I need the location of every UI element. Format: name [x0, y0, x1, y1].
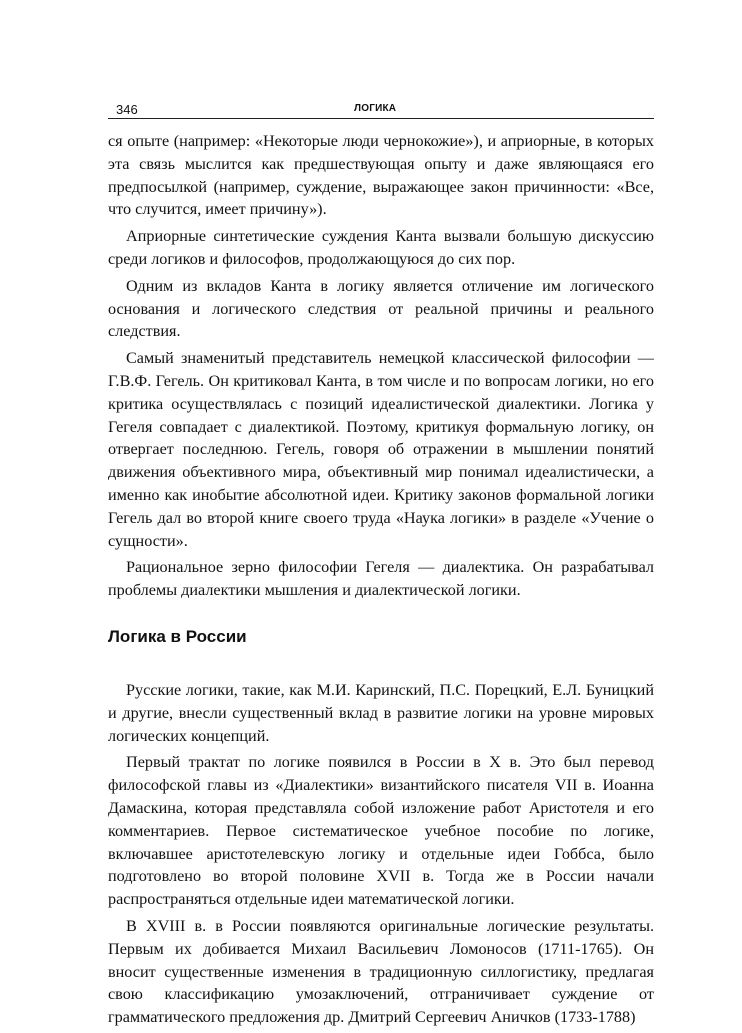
paragraph: Русские логики, такие, как М.И. Каринский, П.С. Порецкий, Е.Л. Буницкий и другие, внесли существенный вклад в развитие логики на уровне мировых логических концепций.: [108, 680, 654, 745]
paragraph: Самый знаменитый представитель немецкой классической философии — Г.В.Ф. Гегель. Он критиковал Канта, в том числе и по вопросам логики, но его критика осуществлялась с позиций идеалистической диалектики. Логика у Гегеля совпадает с диалектикой. Поэтому, критикуя формальную логику, он отвергает последнюю. Гегель, говоря об отражении в мышлении понятий движения объективного мира, объективный мир понимал идеалистически, а именно как инобытие абсолютной идеи. Критику законов формальной логики Гегель дал во второй книге своего труда «Наука логики» в разделе «Учение о сущности».: [108, 349, 654, 550]
paragraph: Рациональное зерно философии Гегеля — диалектика. Он разрабатывал проблемы диалектики мышления и диалектической логики.: [108, 558, 654, 600]
page-number: 346: [116, 102, 138, 117]
paragraph: ся опыте (например: «Некоторые люди чернокожие»), и априорные, в которых эта связь мыслится как предшествующая опыту и даже являющаяся его предпосылкой (например, суждение, выражающее закон причинности: «Все, что случится, имеет причину»).: [108, 132, 654, 219]
paragraph: Априорные синтетические суждения Канта вызвали большую дискуссию среди логиков и философов, продолжающуюся до сих пор.: [108, 227, 654, 268]
paragraph: Первый трактат по логике появился в России в X в. Это был перевод философской главы из «Диалектики» византийского писателя VII в. Иоанна Дамаскина, которая представляла собой изложение работ Аристотеля и его комментариев. Первое систематическое учебное пособие по логике, включавшее аристотелевскую логику и отдельные идеи Гоббса, было подготовлено во второй половине XVII в. Тогда же в России начали распространяться отдельные идеи математической логики.: [108, 753, 654, 909]
page-header: [108, 100, 654, 119]
paragraph: Одним из вкладов Канта в логику является отличение им логического основания и логического следствия от реальной причины и реального следствия.: [108, 276, 654, 341]
section-heading: Логика в России: [108, 626, 247, 646]
running-title: ЛОГИКА: [354, 103, 397, 114]
body-text: [108, 130, 654, 1029]
paragraph: В XVIII в. в России появляются оригинальные логические результаты. Первым их добивается Михаил Васильевич Ломоносов (1711-1765). Он вносит существенные изменения в традиционную силлогистику, предлагая свою классификацию умозаключений, отграничивает суждение от грамматического предложения др. Дмитрий Сергеевич Аничков (1733-1788): [108, 916, 654, 1027]
book-page: [108, 100, 654, 1033]
